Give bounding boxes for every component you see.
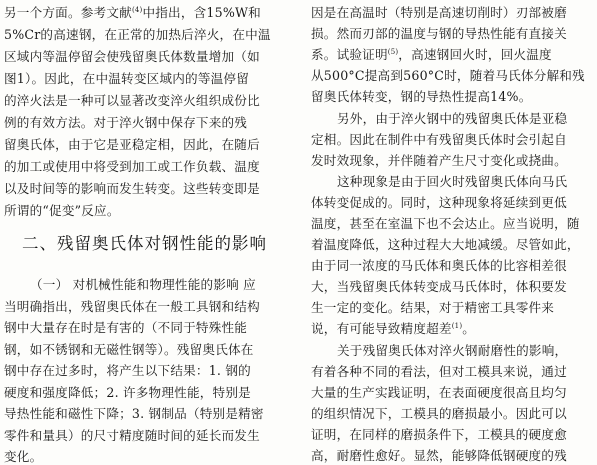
text-line xyxy=(311,321,593,337)
text-line: 导热性能和磁性下降；3. 钢制品（特别是精密 xyxy=(4,406,264,421)
line-text: 另一个方面。参考文献 xyxy=(4,5,132,20)
text-line: 的组织情况下，工模具的磨损最小。因此可以 xyxy=(311,405,567,421)
text-line: 着温度降低，这种过程大大地减缓。尽管如此， xyxy=(311,237,580,252)
text-line: 图1）。因此，在中温转变区域内的等温停留 xyxy=(4,71,249,86)
line-text: 说，有可能导致精度超差 xyxy=(311,321,452,337)
text-line: 硬度和强度降低；2. 许多物理性能，特别是 xyxy=(4,384,251,400)
text-line: 有着各种不同的看法，但对工模具来说，通过 xyxy=(311,363,567,379)
line-text: 系。试验证明 xyxy=(311,47,388,63)
text-line: 高，耐磨性愈好。显然，能够降低钢硬度的残 xyxy=(311,448,567,463)
text-line: 当明确指出，残留奥氏体在一般工具钢和结构 xyxy=(4,298,260,314)
text-line: 钢中存在过多时，将产生以下结果：1. 钢的 xyxy=(4,363,251,378)
text-line: 留奥氏体转变，钢的导热性提高14%。 xyxy=(311,89,532,105)
line-text: 中指出，含15%W和 xyxy=(142,5,261,20)
line-text: ，高速钢回火时，回火温度 xyxy=(398,47,552,63)
text-line: 另外，由于淬火钢中的残留奥氏体是亚稳 xyxy=(337,110,568,126)
line-text: 。 xyxy=(462,321,476,337)
text-line: 以及时间等的影响而发生转变。这些转变即是 xyxy=(4,181,260,196)
text-line: 温度，甚至在室温下也不会达止。应当说明，随 xyxy=(311,216,580,231)
text-line: 例的有效方法。对于淬火钢中保存下来的残 xyxy=(4,115,248,130)
text-line: 区域内等温停留会使残留奥氏体数量增加（如 xyxy=(4,49,260,64)
text-line: 体转变促成的。同时，这种现象将延续到更低 xyxy=(311,194,567,210)
text-line: 大量的生产实践证明，在表面硬度很高且均匀 xyxy=(311,384,567,400)
text-line: 证明，在同样的磨损条件下，工模具的硬度愈 xyxy=(311,426,567,442)
text-line: 关于残留奥氏体对淬火钢耐磨性的影响， xyxy=(337,342,568,358)
text-line: 留奥氏体，由于它是亚稳定相，因此，在随后 xyxy=(4,137,260,152)
text-line: 由于同一浓度的马氏体和奥氏体的比容相差很 xyxy=(311,258,567,274)
text-line: 从500°C提高到560°C时，随着马氏体分解和残 xyxy=(311,68,585,84)
text-line: 变化。 xyxy=(4,449,43,464)
text-line: 钢，如不锈钢和无磁性钢等）。残留奥氏体在 xyxy=(4,341,254,357)
text-line: 零件和量具）的尺寸精度随时间的延长而发生 xyxy=(4,427,260,443)
text-line: 所谓的“促变”反应。 xyxy=(4,203,120,218)
text-line: 5%Cr的高速钢，在正常的加热后淬火，在中温 xyxy=(4,27,271,42)
text-line: 的加工或使用中将受到加工或工作负载、温度 xyxy=(4,159,260,174)
reference-mark: (4) xyxy=(131,6,143,14)
text-line: （一） 对机械性能和物理性能的影响 应 xyxy=(30,277,256,292)
text-line: 这种现象是由于回火时残留奥氏体向马氏 xyxy=(337,173,568,189)
section-heading: 二、残留奥氏体对钢性能的影响 xyxy=(22,234,267,253)
text-line: 损。然而刃部的温度与钢的导热性能有直接关 xyxy=(311,26,567,42)
text-line xyxy=(311,47,593,63)
text-line: 定相。因此在制件中有残留奥氏体时会引起自 xyxy=(311,131,567,147)
text-line: 生一定的变化。结果，对于精密工具零件来 xyxy=(311,300,555,316)
reference-mark: (1) xyxy=(451,322,463,331)
text-line: 因是在高温时（特别是高速切削时）刃部被磨 xyxy=(311,5,567,20)
text-line: 大，当残留奥氏体转变成马氏体时，体积要发 xyxy=(311,279,567,295)
text-line: 发时效现象，并伴随着产生尺寸变化或挠曲。 xyxy=(311,152,567,168)
text-line xyxy=(4,5,292,21)
text-line: 钢中大量存在时是有害的（不同于特殊性能 xyxy=(4,320,248,335)
reference-mark: (5) xyxy=(387,48,399,57)
text-line: 的淬火法是一种可以显著改变淬火组织成份比 xyxy=(4,93,260,108)
